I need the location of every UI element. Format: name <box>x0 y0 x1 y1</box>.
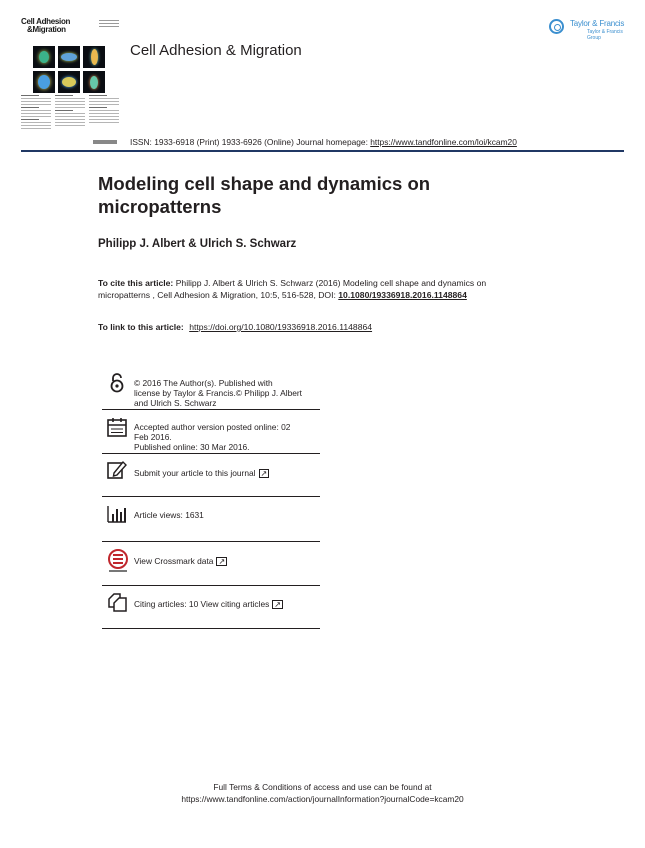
header-divider <box>21 150 624 152</box>
journal-homepage-link[interactable]: https://www.tandfonline.com/loi/kcam20 <box>370 137 517 147</box>
terms-link[interactable]: https://www.tandfonline.com/action/journalInformation?journalCode=kcam20 <box>181 793 464 804</box>
cover-image <box>33 71 55 93</box>
published-online: Published online: 30 Mar 2016. <box>134 442 250 452</box>
journal-title: Cell Adhesion & Migration <box>130 42 302 59</box>
citing-articles-icon <box>106 591 128 613</box>
cover-image <box>83 46 105 68</box>
issn-text: ISSN: 1933-6918 (Print) 1933-6926 (Online) Journal homepage: <box>130 137 368 147</box>
edit-icon <box>106 459 128 481</box>
publisher-logo-name: Taylor & Francis <box>570 19 625 28</box>
publisher-logo-icon <box>549 19 564 34</box>
issn-line <box>130 137 517 147</box>
article-authors: Philipp J. Albert & Ulrich S. Schwarz <box>98 238 297 250</box>
submit-article-link[interactable]: Submit your article to this journal ↗ <box>134 468 269 478</box>
link-label: To link to this article: <box>98 322 184 332</box>
citing-articles-link[interactable]: Citing articles: 10 View citing articles ↗ <box>134 599 283 609</box>
cite-label: To cite this article: <box>98 278 174 288</box>
citation-block <box>98 277 498 301</box>
publication-dates <box>102 412 320 456</box>
license-line: © 2016 The Author(s). Published with <box>134 378 273 388</box>
terms-line: Full Terms & Conditions of access and use can be found at <box>213 782 432 792</box>
accepted-line: Accepted author version posted online: 02 <box>134 422 291 432</box>
cover-name-line2: &Migration <box>27 25 66 34</box>
cover-issue-info <box>99 18 119 32</box>
accepted-line: Feb 2016. <box>134 432 172 442</box>
cover-contents-text <box>21 95 119 143</box>
crossmark-icon <box>106 548 130 574</box>
info-divider <box>102 453 320 454</box>
cite-text: Philipp J. Albert & Ulrich S. Schwarz (2016) Modeling cell shape and dynamics on micropatterns , Cell Adhesion & Migration, 10:5, 516-528, DOI: <box>98 278 487 300</box>
article-views-row <box>102 498 320 542</box>
article-doi-link[interactable]: https://doi.org/10.1080/19336918.2016.1148864 <box>189 322 373 332</box>
cover-image <box>58 46 80 68</box>
calendar-icon <box>106 416 128 438</box>
cover-journal-name <box>21 18 70 34</box>
bar-chart-icon <box>106 503 128 525</box>
license-line: and Ulrich S. Schwarz <box>134 398 217 408</box>
taylor-francis-logo <box>549 17 629 39</box>
info-divider <box>102 409 320 410</box>
cover-image <box>58 71 80 93</box>
cover-image <box>33 46 55 68</box>
license-info <box>102 370 320 412</box>
citing-articles-row[interactable] <box>102 586 320 630</box>
article-link-line <box>98 322 518 332</box>
article-title: Modeling cell shape and dynamics on micropatterns <box>98 173 431 217</box>
license-line: license by Taylor & Francis.© Philipp J. Albert <box>134 388 303 398</box>
article-views-text: Article views: 1631 <box>134 510 204 520</box>
license-text <box>134 378 302 408</box>
cover-microscopy-images <box>33 46 107 93</box>
info-divider <box>102 628 320 629</box>
journal-cover-thumbnail <box>21 18 119 146</box>
crossmark-link[interactable]: View Crossmark data ↗ <box>134 556 227 566</box>
cite-doi-link[interactable]: 10.1080/19336918.2016.1148864 <box>338 290 467 300</box>
cover-image <box>83 71 105 93</box>
terms-footer <box>0 782 645 805</box>
cover-name-line1: Cell Adhesion <box>21 17 71 26</box>
publisher-logo-subtitle: Taylor & Francis Group <box>587 29 623 41</box>
cover-publisher-mark <box>93 140 117 144</box>
crossmark-row[interactable] <box>102 542 320 586</box>
open-access-icon <box>106 372 128 394</box>
dates-text <box>134 422 290 452</box>
submit-article-row[interactable] <box>102 456 320 498</box>
info-divider <box>102 496 320 497</box>
